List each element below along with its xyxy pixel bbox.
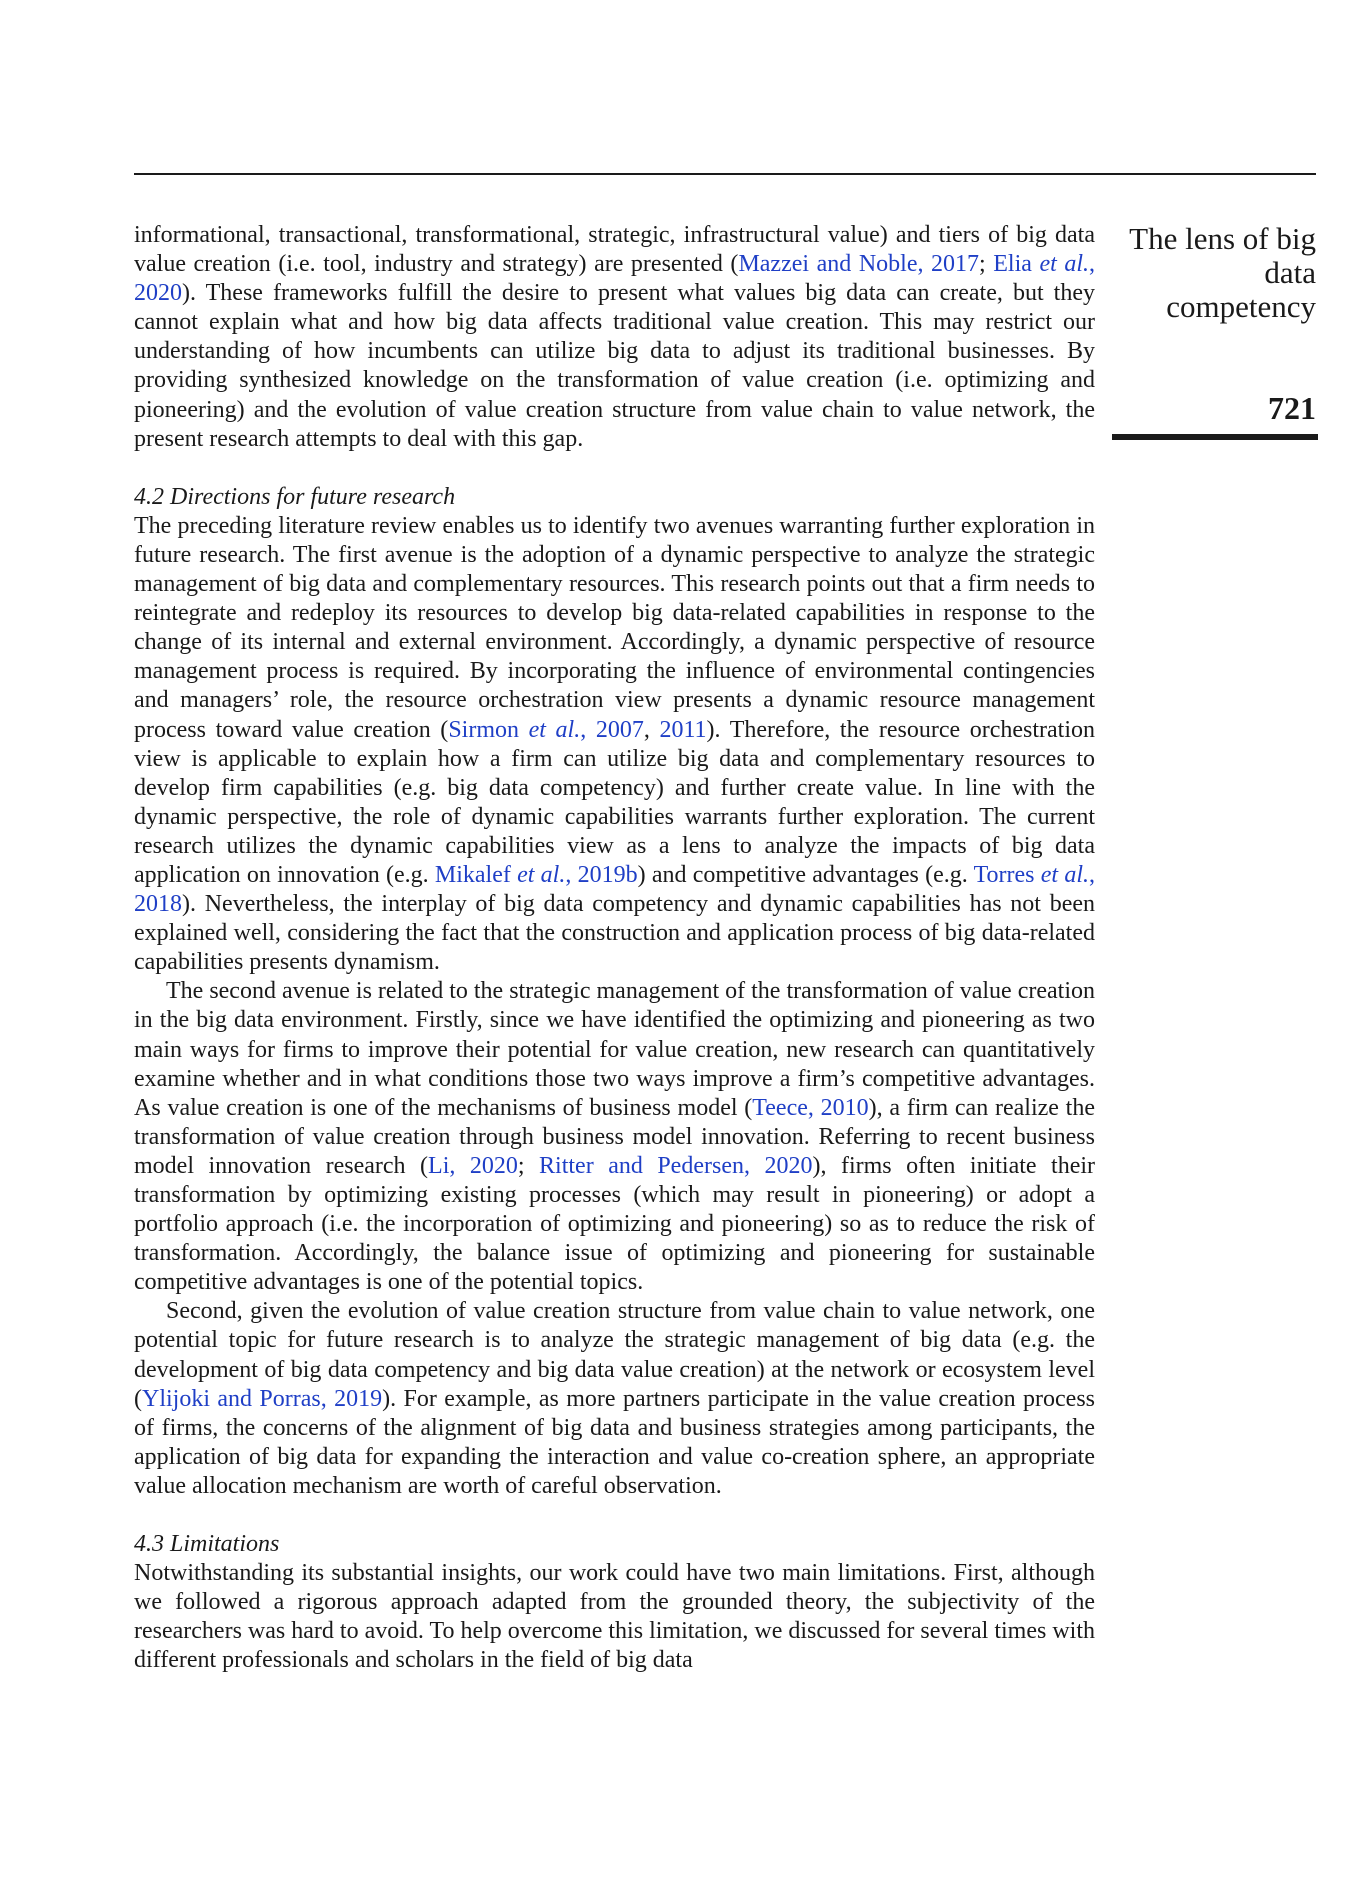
- page-number: 721: [1268, 390, 1316, 426]
- paragraph: Second, given the evolution of value creation structure from value chain to value network, one potential topic for future research is to analyze the strategic management of big data (e.g. the development of big data competency and big data value creation) at the network or ecosystem level (Ylijoki and Porras, 2019). For example, as more partners participate in the value creation process of firms, the concerns of the alignment of big data and business strategies among participants, the application of big data for expanding the interaction and value co-creation sphere, an appropriate value allocation mechanism are worth of careful observation.: [134, 1298, 1095, 1499]
- citation-link[interactable]: 2011: [659, 716, 707, 743]
- citation-link[interactable]: Li, 2020: [428, 1152, 518, 1179]
- citation-link[interactable]: Sirmon et al., 2007: [448, 716, 644, 743]
- header-rule: [134, 173, 1316, 175]
- citation-link[interactable]: Elia et al., 2020: [134, 251, 1096, 307]
- citation-link[interactable]: Ritter and Pedersen, 2020: [539, 1152, 813, 1179]
- running-title: [1112, 222, 1316, 324]
- running-title-line: data: [1264, 255, 1316, 290]
- citation-link[interactable]: Mikalef et al., 2019b: [434, 861, 638, 888]
- citation-link[interactable]: Teece, 2010: [752, 1094, 869, 1121]
- sidebar: [1112, 222, 1316, 440]
- running-title-line: The lens of big: [1129, 221, 1316, 256]
- citation-link[interactable]: Mazzei and Noble, 2017: [738, 251, 980, 278]
- running-title-line: competency: [1166, 289, 1316, 324]
- main-text: [134, 221, 1095, 1676]
- page-number-rule: [1112, 434, 1318, 440]
- section-heading: 4.3 Limitations: [134, 1531, 280, 1558]
- citation-link[interactable]: Torres et al., 2018: [134, 861, 1095, 918]
- paragraph: Notwithstanding its substantial insights, our work could have two main limitations. First, although we followed a rigorous approach adapted from the grounded theory, the subjectivity of the researchers was hard to avoid. To help overcome this limitation, we discussed for several times with different professionals and scholars in the field of big data: [134, 1560, 1095, 1674]
- paragraph: The second avenue is related to the strategic management of the transformation of value creation in the big data environment. Firstly, since we have identified the optimizing and pioneering as two main ways for firms to improve their potential for value creation, new research can quantitatively examine whether and in what conditions those two ways improve a firm’s competitive advantages. As value creation is one of the mechanisms of business model (Teece, 2010), a firm can realize the transformation of value creation through business model innovation. Referring to recent business model innovation research (Li, 2020; Ritter and Pedersen, 2020), firms often initiate their transformation by optimizing existing processes (which may result in pioneering) or adopt a portfolio approach (i.e. the incorporation of optimizing and pioneering) so as to reduce the risk of transformation. Accordingly, the balance issue of optimizing and pioneering for sustainable competitive advantages is one of the potential topics.: [134, 978, 1096, 1296]
- paragraph: informational, transactional, transformational, strategic, infrastructural value) and tiers of big data value creation (i.e. tool, industry and strategy) are presented (Mazzei and Noble, 2017; Elia et al., 2020). These frameworks fulfill the desire to present what values big data can create, but they cannot explain what and how big data affects traditional value creation. This may restrict our understanding of how incumbents can utilize big data to adjust its traditional businesses. By providing synthesized knowledge on the transformation of value creation (i.e. optimizing and pioneering) and the evolution of value creation structure from value chain to value network, the present research attempts to deal with this gap.: [134, 222, 1096, 452]
- section-heading: 4.2 Directions for future research: [134, 483, 456, 510]
- paragraph: The preceding literature review enables us to identify two avenues warranting further exploration in future research. The first avenue is the adoption of a dynamic perspective to analyze the strategic management of big data and complementary resources. This research points out that a firm needs to reintegrate and redeploy its resources to develop big data-related capabilities in response to the change of its internal and external environment. Accordingly, a dynamic perspective of resource management process is required. By incorporating the influence of environmental contingencies and managers’ role, the resource orchestration view presents a dynamic resource management process toward value creation (Sirmon et al., 2007, 2011). Therefore, the resource orchestration view is applicable to explain how a firm can utilize big data and complementary resources to develop firm capabilities (e.g. big data competency) and further create value. In line with the dynamic perspective, the role of dynamic capabilities warrants further exploration. The current research utilizes the dynamic capabilities view as a lens to analyze the impacts of big data application on innovation (e.g. Mikalef et al., 2019b) and competitive advantages (e.g. Torres et al., 2018). Nevertheless, the interplay of big data competency and dynamic capabilities has not been explained well, considering the fact that the construction and application process of big data-related capabilities presents dynamism.: [134, 512, 1096, 976]
- citation-link[interactable]: Ylijoki and Porras, 2019: [142, 1385, 383, 1412]
